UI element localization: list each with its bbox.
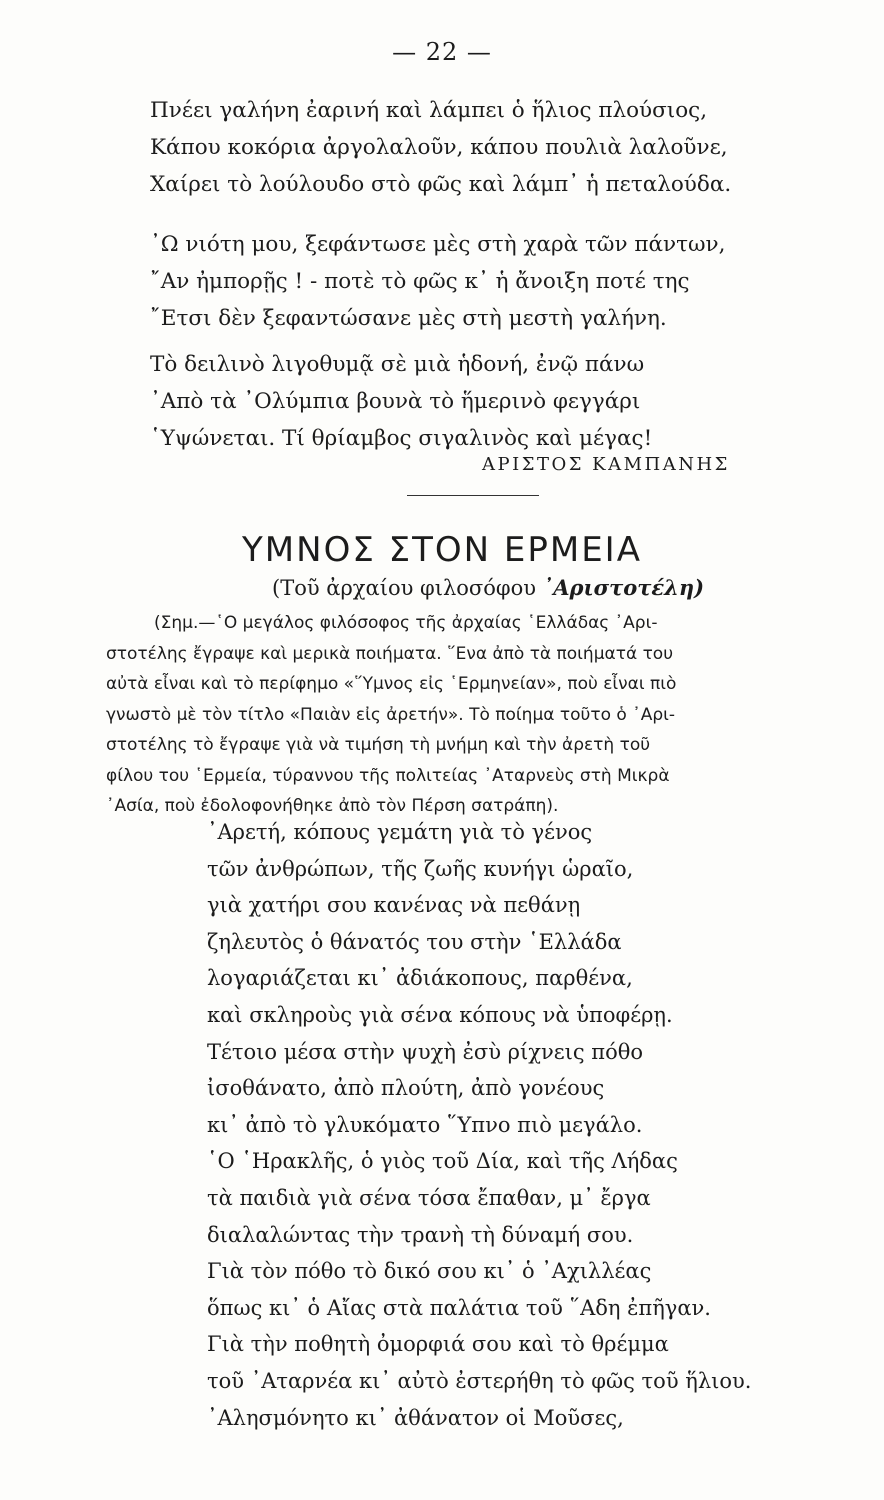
section-subtitle	[272, 575, 704, 600]
verse-line: ῎Ετσι δὲν ξεφαντώσανε μὲς στὴ μεστὴ γαλήνη.	[150, 306, 667, 331]
hymn-line: τὰ παιδιὰ γιὰ σένα τόσα ἔπαθαν, μ᾽ ἔργα	[207, 1185, 651, 1210]
hymn-line: Γιὰ τὴν ποθητὴ ὀμορφιά σου καὶ τὸ θρέμμα	[207, 1332, 669, 1357]
hymn-line: γιὰ χατήρι σου κανένας νὰ πεθάνῃ	[207, 893, 581, 918]
verse-line: Χαίρει τὸ λούλουδο στὸ φῶς καὶ λάμπ᾽ ἡ πεταλούδα.	[150, 172, 732, 197]
poem-stanza-3	[150, 346, 850, 457]
note-line: γνωστὸ μὲ τὸν τίτλο «Παιὰν εἰς ἀρετήν». Τὸ ποίημα τοῦτο ὁ ᾽Αρι-	[106, 704, 676, 725]
poem-stanza-1	[150, 92, 850, 203]
hymn-line: καὶ σκληροὺς γιὰ σένα κόπους νὰ ὑποφέρῃ.	[207, 1002, 673, 1027]
hymn-line: ζηλευτὸς ὁ θάνατός του στὴν ῾Ελλάδα	[207, 929, 622, 954]
note-line: (Σημ.—῾Ο μεγάλος φιλόσοφος τῆς ἀρχαίας ῾Ελλάδας ᾽Αρι-	[154, 613, 658, 633]
note-line: ᾽Ασία, ποὺ ἐδολοφονήθηκε ἀπὸ τὸν Πέρση σατράπη).	[106, 796, 559, 816]
verse-line: ῎Αν ἠμπορῇς ! - ποτὲ τὸ φῶς κ᾽ ἡ ἄνοιξη ποτέ της	[150, 269, 690, 294]
hymn-line: ᾽Αρετή, κόπους γεμάτη γιὰ τὸ γένος	[207, 820, 593, 844]
hymn-line: κι᾽ ἀπὸ τὸ γλυκόματο ῞Υπνο πιὸ μεγάλο.	[207, 1112, 643, 1137]
verse-line: Πνέει γαλήνη ἐαρινή καὶ λάμπει ὁ ἥλιος πλούσιος,	[150, 98, 708, 123]
verse-line: ῾Υψώνεται. Τί θρίαμβος σιγαλινὸς καὶ μέγας!	[150, 426, 653, 451]
subtitle-prefix: (Τοῦ ἀρχαίου φιλοσόφου	[272, 576, 537, 600]
subtitle-author: ᾽Αριστοτέλη)	[542, 575, 705, 600]
hymn-line: λογαριάζεται κι᾽ ἀδιάκοπους, παρθένα,	[207, 966, 633, 991]
hymn-line: Τέτοιο μέσα στὴν ψυχὴ ἐσὺ ρίχνεις πόθο	[207, 1039, 644, 1064]
note-line: αὐτὰ εἶναι καὶ τὸ περίφημο «῞Υμνος εἰς ῾Ερμηνείαν», ποὺ εἶναι πιὸ	[106, 674, 677, 694]
hymn-line: ᾽Αλησμόνητο κι᾽ ἀθάνατον οἱ Μοῦσες,	[207, 1405, 624, 1430]
hymn-poem	[207, 814, 847, 1436]
author-signature: ΑΡΙΣΤΟΣ ΚΑΜΠΑΝΗΣ	[482, 454, 730, 475]
note-line: φίλου του ῾Ερμεία, τύραννου τῆς πολιτείας ᾽Αταρνεὺς στὴ Μικρὰ	[106, 765, 670, 786]
hymn-line: διαλαλώντας τὴν τρανὴ τὴ δύναμή σου.	[207, 1222, 634, 1247]
hymn-line: Γιὰ τὸν πόθο τὸ δικό σου κι᾽ ὁ ᾽Αχιλλέας	[207, 1259, 652, 1284]
verse-line: ᾽Ω νιότη μου, ξεφάντωσε μὲς στὴ χαρὰ τῶν πάντων,	[150, 232, 726, 257]
hymn-line: ῾Ο ῾Ηρακλῆς, ὁ γιὸς τοῦ Δία, καὶ τῆς Λήδας	[207, 1149, 678, 1174]
verse-line: Κάπου κοκόρια ἀργολαλοῦν, κάπου πουλιὰ λαλοῦνε,	[150, 135, 728, 160]
section-title: ΥΜΝΟΣ ΣΤΟΝ ΕΡΜΕΙΑ	[242, 530, 642, 570]
hymn-line: τοῦ ᾽Αταρνέα κι᾽ αὐτὸ ἐστερήθη τὸ φῶς τοῦ ἥλιου.	[207, 1368, 752, 1393]
poem-stanza-2	[150, 226, 850, 337]
section-divider	[407, 495, 539, 496]
verse-line: ᾽Απὸ τὰ ᾽Ολύμπια βουνὰ τὸ ἥμερινὸ φεγγάρι	[150, 389, 641, 414]
page-number: — 22 —	[392, 38, 492, 66]
hymn-line: τῶν ἀνθρώπων, τῆς ζωῆς κυνήγι ὡραῖο,	[207, 856, 634, 881]
editor-note	[106, 608, 846, 822]
verse-line: Τὸ δειλινὸ λιγοθυμᾷ σὲ μιὰ ἡδονή, ἐνῷ πάνω	[150, 352, 645, 377]
hymn-line: ἰσοθάνατο, ἀπὸ πλούτη, ἀπὸ γονέους	[207, 1076, 605, 1101]
note-line: στοτέλης τὸ ἔγραψε γιὰ νὰ τιμήση τὴ μνήμη καὶ τὴν ἀρετὴ τοῦ	[106, 735, 651, 755]
hymn-line: ὅπως κι᾽ ὁ Αἴας στὰ παλάτια τοῦ ῞Αδη ἐπῆγαν.	[207, 1295, 711, 1320]
note-line: στοτέλης ἔγραψε καὶ μερικὰ ποιήματα. ῞Ενα ἀπὸ τὰ ποιήματά του	[106, 643, 674, 664]
